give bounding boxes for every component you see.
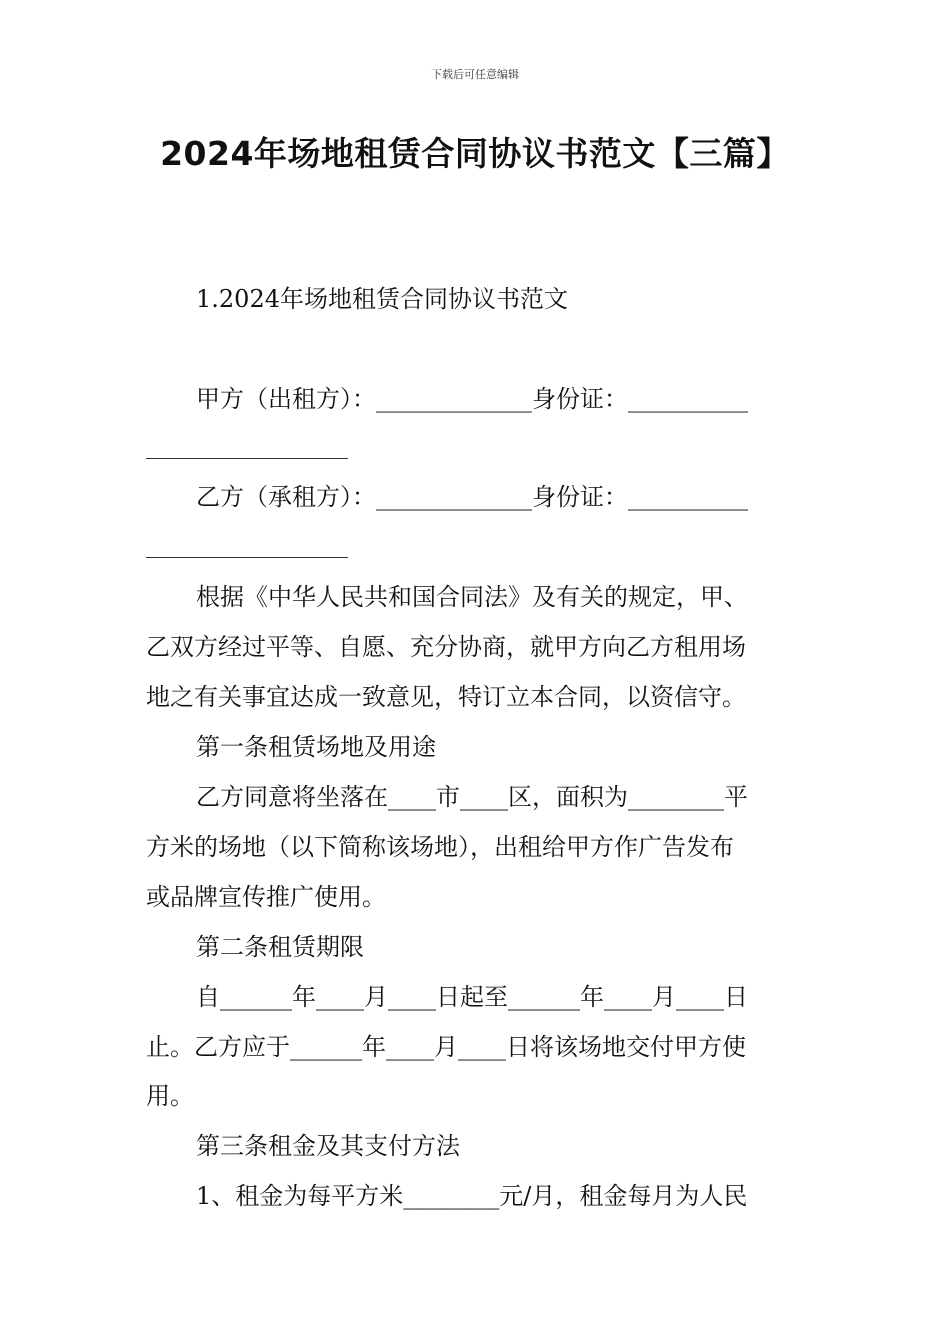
article-1-line-1: 乙方同意将坐落在____市____区，面积为________平 xyxy=(196,783,748,811)
article-2-line-3: 用。 xyxy=(146,1082,194,1110)
article-1-line-3: 或品牌宣传推广使用。 xyxy=(146,883,386,911)
article-1-title: 第一条租赁场地及用途 xyxy=(196,733,436,761)
party-b-line: 乙方（承租方）：_____________身份证：__________ xyxy=(196,483,748,511)
intro-line-3: 地之有关事宜达成一致意见，特订立本合同，以资信守。 xyxy=(146,683,746,711)
article-2-title: 第二条租赁期限 xyxy=(196,933,364,961)
article-3-line-1: 1、租金为每平方米________元/月，租金每月为人民 xyxy=(196,1182,748,1210)
intro-line-2: 乙双方经过平等、自愿、充分协商，就甲方向乙方租用场 xyxy=(146,633,746,661)
article-2-line-2: 止。乙方应于______年____月____日将该场地交付甲方使 xyxy=(146,1033,746,1061)
party-a-id-continuation-blank xyxy=(146,458,348,459)
article-2-line-1: 自______年____月____日起至______年____月____日 xyxy=(196,983,748,1011)
document-title: 2024年场地租赁合同协议书范文【三篇】 xyxy=(160,134,790,173)
intro-line-1: 根据《中华人民共和国合同法》及有关的规定，甲、 xyxy=(196,583,748,611)
page-header-note: 下载后可任意编辑 xyxy=(431,68,519,81)
party-a-line: 甲方（出租方）：_____________身份证：__________ xyxy=(196,385,748,413)
section-heading: 1.2024年场地租赁合同协议书范文 xyxy=(196,285,568,313)
party-b-id-continuation-blank xyxy=(146,557,348,558)
article-1-line-2: 方米的场地（以下简称该场地），出租给甲方作广告发布 xyxy=(146,833,734,861)
article-3-title: 第三条租金及其支付方法 xyxy=(196,1132,460,1160)
